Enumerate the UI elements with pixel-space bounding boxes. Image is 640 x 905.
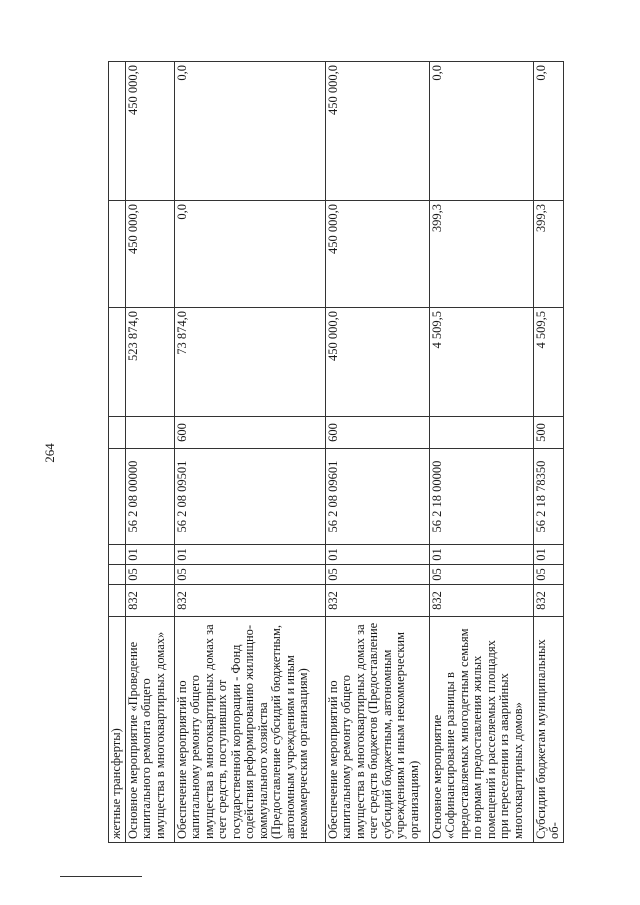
budget-table-rotated <box>108 62 586 843</box>
cell-name: Обеспечение мероприятий по капитальному ремонту общего имущества в многоквартирных домах за счет средств бюджетов (Предоставление субсидий бюджетным, автономным учреждениям и иным некоммерческим организациям) <box>325 617 429 843</box>
cell-name: Субсидии бюджетам муниципальных об- <box>533 617 563 843</box>
table-row <box>533 62 563 843</box>
cell-value-2: 399,3 <box>533 201 563 308</box>
budget-table <box>108 61 564 843</box>
cell-grbs <box>109 585 126 617</box>
cell-value-2: 450 000,0 <box>125 201 174 308</box>
cell-value-1: 523 874,0 <box>125 308 174 417</box>
cell-csr: 56 2 18 78350 <box>533 449 563 545</box>
cell-vr <box>125 417 174 449</box>
cell-rz: 05 <box>125 565 174 585</box>
cell-value-3: 450 000,0 <box>325 62 429 201</box>
cell-pr: 01 <box>533 545 563 565</box>
cell-rz <box>109 565 126 585</box>
table-row <box>109 62 126 843</box>
cell-rz: 05 <box>325 565 429 585</box>
cell-pr: 01 <box>125 545 174 565</box>
cell-csr: 56 2 08 09601 <box>325 449 429 545</box>
cell-grbs: 832 <box>325 585 429 617</box>
cell-vr <box>429 417 533 449</box>
cell-name: жетные трансферты) <box>109 617 126 843</box>
cell-pr: 01 <box>325 545 429 565</box>
table-row <box>429 62 533 843</box>
cell-grbs: 832 <box>174 585 325 617</box>
cell-value-2: 0,0 <box>174 201 325 308</box>
cell-name: Основное мероприятие «Проведение капитального ремонта общего имущества в многоквартирных домах» <box>125 617 174 843</box>
cell-value-2 <box>109 201 126 308</box>
cell-vr: 600 <box>174 417 325 449</box>
table-row <box>174 62 325 843</box>
cell-pr <box>109 545 126 565</box>
cell-value-3: 0,0 <box>174 62 325 201</box>
cell-value-1: 450 000,0 <box>325 308 429 417</box>
cell-vr <box>109 417 126 449</box>
cell-value-1 <box>109 308 126 417</box>
cell-rz: 05 <box>174 565 325 585</box>
cell-name: Обеспечение мероприятий по капитальному ремонту общего имущества в многоквартирных домах за счет средств, поступивших от государственной корпорации - Фонд содействия реформированию жилищно-коммунального хозяйства (Предоставление субсидий бюджетным, автономным учреждениям и иным некоммерческим организациям) <box>174 617 325 843</box>
cell-value-1: 4 509,5 <box>429 308 533 417</box>
cell-pr: 01 <box>429 545 533 565</box>
table-row <box>325 62 429 843</box>
cell-csr: 56 2 08 00000 <box>125 449 174 545</box>
cell-value-2: 450 000,0 <box>325 201 429 308</box>
table-row <box>125 62 174 843</box>
cell-grbs: 832 <box>429 585 533 617</box>
page-number: 264 <box>42 443 57 463</box>
cell-value-3 <box>109 62 126 201</box>
cell-value-1: 4 509,5 <box>533 308 563 417</box>
cell-value-3: 450 000,0 <box>125 62 174 201</box>
cell-name: Основное мероприятие «Софинансирование разницы в предоставляемых многодетным семьям по нормам предоставления жилых помещений и расселяемых площадях при переселении из аварийных многоквартирных домов» <box>429 617 533 843</box>
cell-value-3: 0,0 <box>429 62 533 201</box>
cell-vr: 600 <box>325 417 429 449</box>
cell-value-1: 73 874,0 <box>174 308 325 417</box>
footer-rule <box>60 876 142 877</box>
cell-grbs: 832 <box>125 585 174 617</box>
cell-pr: 01 <box>174 545 325 565</box>
cell-rz: 05 <box>429 565 533 585</box>
cell-vr: 500 <box>533 417 563 449</box>
cell-rz: 05 <box>533 565 563 585</box>
cell-csr: 56 2 18 00000 <box>429 449 533 545</box>
cell-csr: 56 2 08 09501 <box>174 449 325 545</box>
cell-value-3: 0,0 <box>533 62 563 201</box>
cell-grbs: 832 <box>533 585 563 617</box>
cell-value-2: 399,3 <box>429 201 533 308</box>
cell-csr <box>109 449 126 545</box>
